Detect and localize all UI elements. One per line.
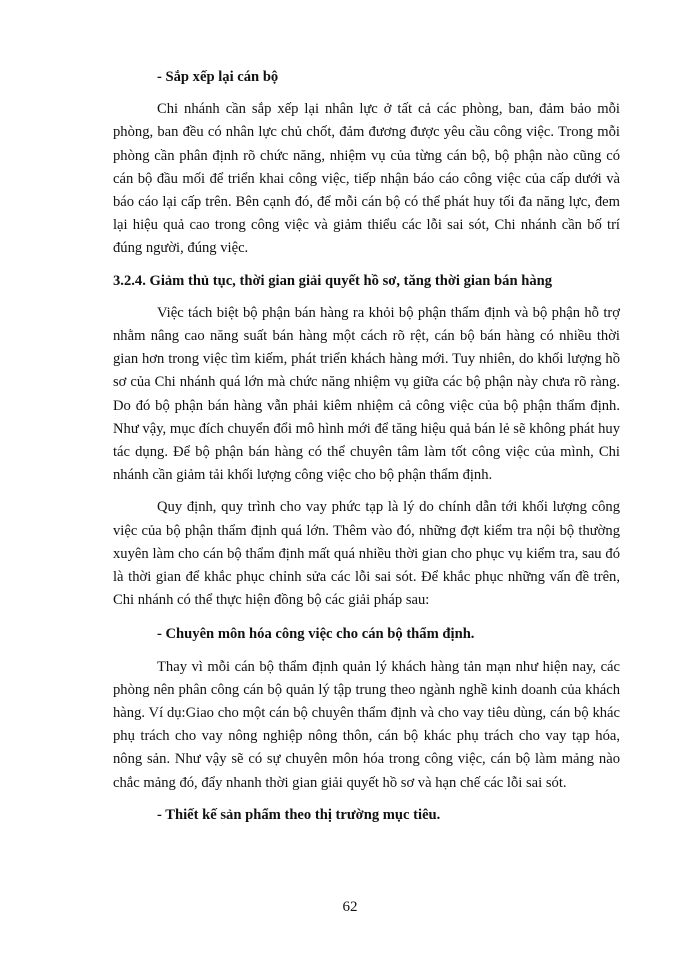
spacer xyxy=(113,89,620,98)
spacer xyxy=(113,612,620,623)
page-number: 62 xyxy=(342,899,358,915)
spacer xyxy=(113,795,620,804)
paragraph-quy-dinh: Quy định, quy trình cho vay phức tạp là lý do chính dẫn tới khối lượng công việc của bộ phận thẩm định quá lớn. Thêm vào đó, những đợt kiểm tra nội bộ thường xuyên làm cho cán bộ thẩm định mất quá nhiều thời gian cho phục vụ kiểm tra, sau đó là thời gian để khắc phục chỉnh sửa các lỗi sai sót. Để khắc phục những vấn đề trên, Chi nhánh có thể thực hiện đồng bộ các giải pháp sau: xyxy=(113,499,620,609)
section-heading-3-2-4: 3.2.4. Giảm thủ tục, thời gian giải quyết hồ sơ, tăng thời gian bán hàng xyxy=(113,272,553,289)
subheading-chuyen-mon-hoa: - Chuyên môn hóa công việc cho cán bộ thẩm định. xyxy=(157,626,475,643)
spacer xyxy=(113,647,620,656)
spacer xyxy=(113,261,620,270)
paragraph-tach-biet: Việc tách biệt bộ phận bán hàng ra khỏi bộ phận thẩm định và bộ phận hỗ trợ nhằm nâng cao năng suất bán hàng một cách rõ rệt, cán bộ bán hàng có nhiều thời gian hơn trong việc tìm kiếm, phát triển khách hàng mới. Tuy nhiên, do khối lượng hồ sơ của Chi nhánh quá lớn mà chức năng nhiệm vụ giữa các bộ phận này chưa rõ ràng. Do đó bộ phận bán hàng vẫn phải kiêm nhiệm cả công việc của bộ phận thẩm định. Như vậy, mục đích chuyển đổi mô hình mới để tăng hiệu quả bán lẻ sẽ không phát huy tác dụng. Để bộ phận bán hàng có thể chuyên tâm làm tốt công việc của mình, Chi nhánh cần giảm tải khối lượng công việc cho bộ phận thẩm định. xyxy=(113,304,620,484)
subheading-thiet-ke-san-pham: - Thiết kế sản phẩm theo thị trường mục tiêu. xyxy=(157,806,441,823)
paragraph-sap-xep: Chi nhánh cần sắp xếp lại nhân lực ở tất cả các phòng, ban, đảm bảo mỗi phòng, ban đều có nhân lực chủ chốt, đảm đương được yêu cầu công việc. Trong mỗi phòng cần phân định rõ chức năng, nhiệm vụ của từng cán bộ, bộ phận nào cũng có cán bộ đầu mối để triển khai công việc, tiếp nhận báo cáo công việc của cấp dưới và báo cáo lại cấp trên. Bên cạnh đó, để mỗi cán bộ có thể phát huy tối đa năng lực, đem lại hiệu quả cao trong công việc và giảm thiểu các lỗi sai sót, Chi nhánh cần bố trí đúng người, đúng việc. xyxy=(113,101,620,257)
subheading-sap-xep-lai-can-bo: - Sắp xếp lại cán bộ xyxy=(157,69,279,85)
paragraph-thay-vi: Thay vì mỗi cán bộ thẩm định quản lý khách hàng tản mạn như hiện nay, các phòng nên phân công cán bộ quản lý tập trung theo ngành nghề kinh doanh của khách hàng. Ví dụ:Giao cho một cán bộ chuyên thẩm định và cho vay tiêu dùng, cán bộ khác phụ trách cho vay nông nghiệp nông thôn, cán bộ khác phụ trách cho vay tạp hóa, nông sản. Như vậy sẽ có sự chuyên môn hóa trong công việc, cán bộ làm mảng nào chắc mảng đó, đẩy nhanh thời gian giải quyết hồ sơ và hạn chế các lỗi sai sót. xyxy=(113,658,620,791)
spacer xyxy=(113,487,620,496)
spacer xyxy=(113,293,620,302)
document-body xyxy=(113,66,620,827)
